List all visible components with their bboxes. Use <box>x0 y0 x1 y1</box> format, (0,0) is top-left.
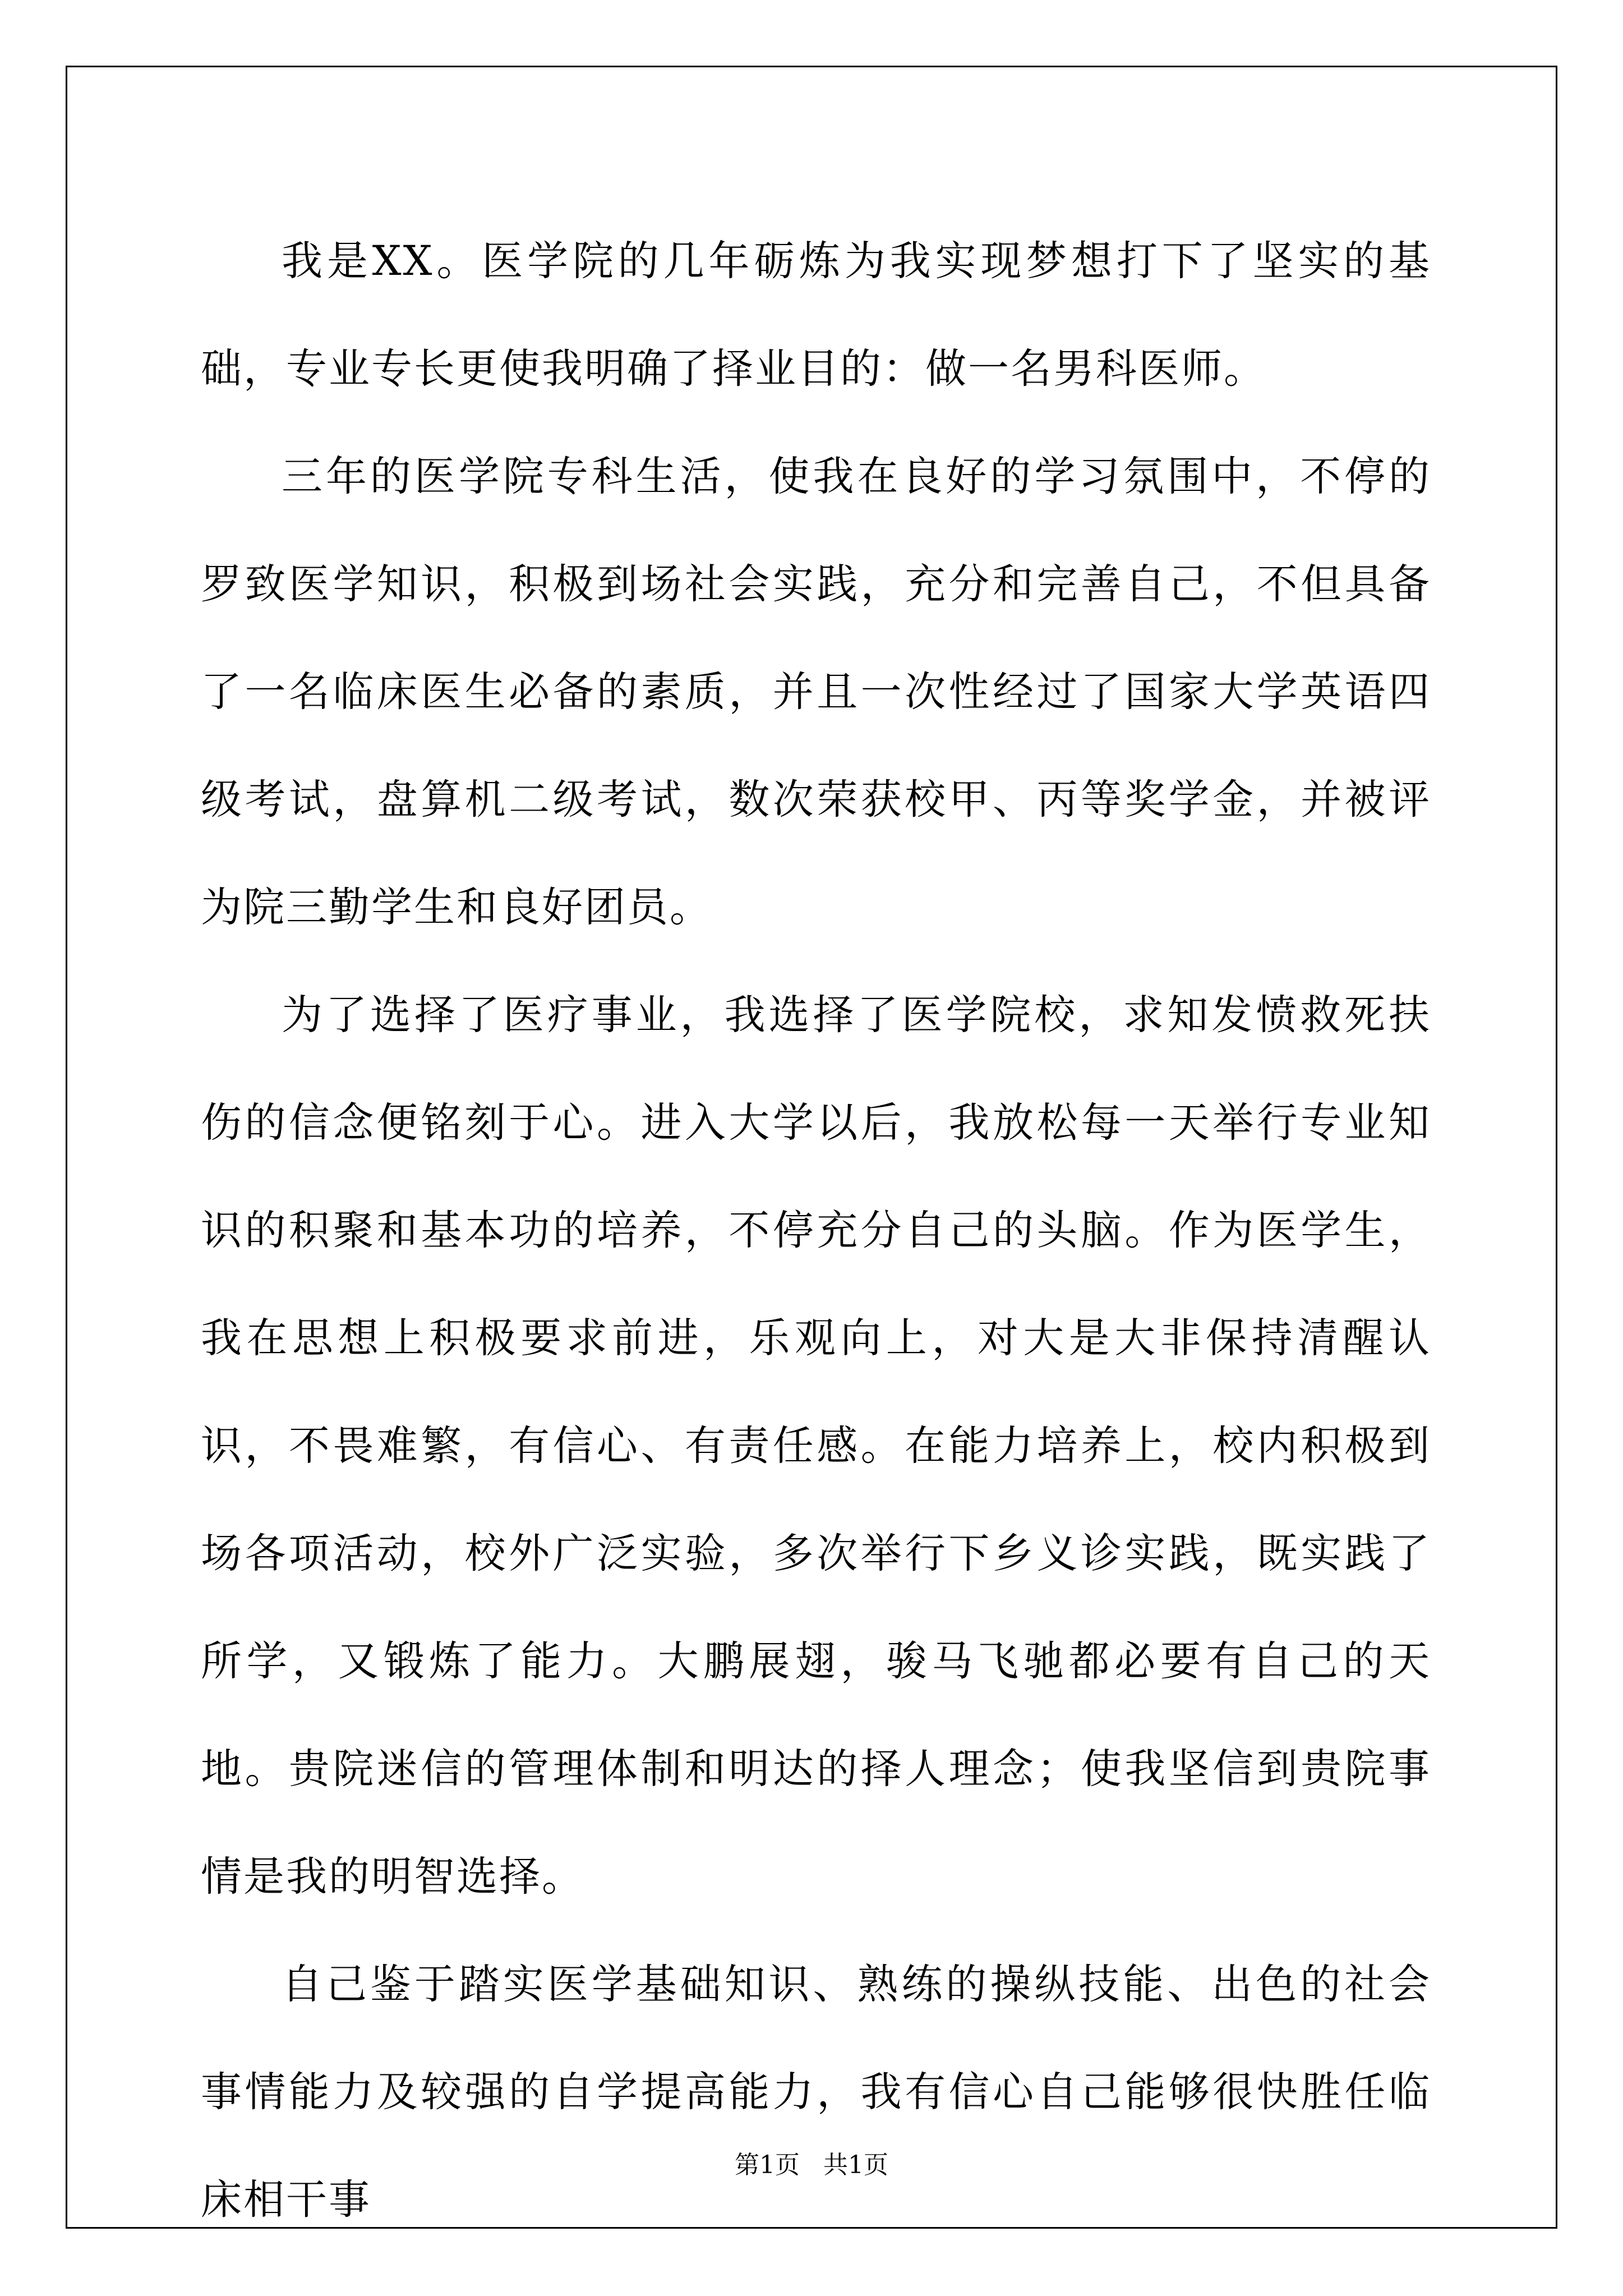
paragraph-3: 为了选择了医疗事业，我选择了医学院校，求知发愤救死扶伤的信念便铭刻于心。进入大学以后，我放松每一天举行专业知识的积聚和基本功的培养，不停充分自己的头脑。作为医学生，我在思想上积极要求前进，乐观向上，对大是大非保持清醒认识，不畏难繁，有信心、有责任感。在能力培养上，校内积极到场各项活动，校外广泛实验，多次举行下乡义诊实践，既实践了所学，又锻炼了能力。大鹏展翅，骏马飞驰都必要有自己的天地。贵院迷信的管理体制和明达的择人理念；使我坚信到贵院事情是我的明智选择。 <box>201 991 1431 1901</box>
paragraph-2: 三年的医学院专科生活，使我在良好的学习氛围中，不停的罗致医学知识，积极到场社会实践，充分和完善自己，不但具备了一名临床医生必备的素质，并且一次性经过了国家大学英语四级考试，盘算机二级考试，数次荣获校甲、丙等奖学金，并被评为院三勤学生和良好团员。 <box>201 453 1431 931</box>
paragraph-1: 我是XX。医学院的几年砺炼为我实现梦想打下了坚实的基础，专业专长更使我明确了择业目的：做一名男科医师。 <box>201 237 1431 393</box>
page-number-footer: 第1页 共1页 <box>735 2151 888 2179</box>
paragraph-4: 自己鉴于踏实医学基础知识、熟练的操纵技能、出色的社会事情能力及较强的自学提高能力，我有信心自己能够很快胜任临床相干事 <box>201 1961 1431 2224</box>
document-body <box>201 208 1431 2254</box>
